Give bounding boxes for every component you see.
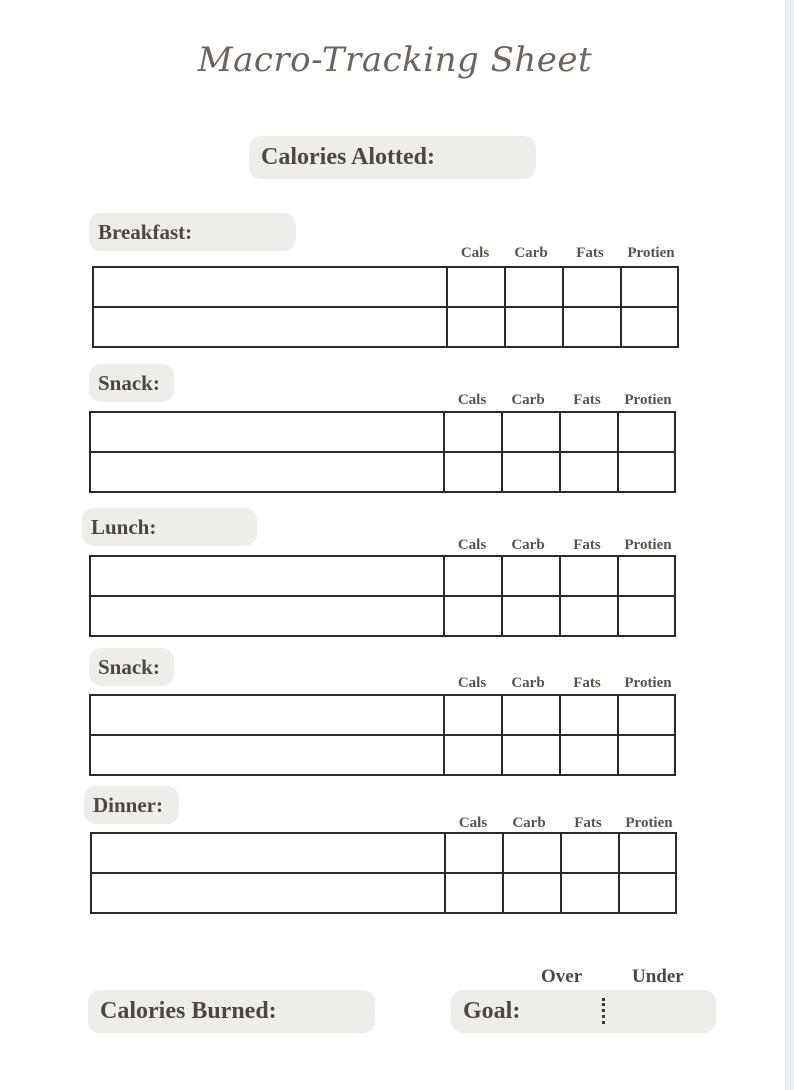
carb-cell[interactable] [503,833,561,873]
column-header: Protien [625,815,673,831]
meal-table [89,411,676,493]
protien-cell[interactable] [618,452,675,492]
cals-cell[interactable] [447,307,505,347]
column-header: Cals [457,392,487,408]
table-row [93,307,678,347]
fats-cell[interactable] [560,452,618,492]
protien-cell[interactable] [619,833,676,873]
cals-cell[interactable] [447,267,505,307]
column-header: Protien [627,245,675,261]
protien-cell[interactable] [618,695,675,735]
meal-table [89,555,676,637]
column-header: Fats [574,815,602,831]
column-header: Cals [460,245,490,261]
food-cell[interactable] [93,267,447,307]
carb-cell[interactable] [502,735,560,775]
page-title: Macro-Tracking Sheet [197,40,593,80]
protien-cell[interactable] [618,556,675,596]
protien-cell[interactable] [618,735,675,775]
protien-cell[interactable] [618,412,675,452]
column-header: Carb [512,815,546,831]
cals-cell[interactable] [444,452,502,492]
fats-cell[interactable] [563,307,621,347]
table-row [90,695,675,735]
column-header: Protien [624,675,672,691]
food-cell[interactable] [90,596,444,636]
food-cell[interactable] [91,833,445,873]
calories-burned-label: Calories Burned: [100,998,277,1024]
meal-table [89,694,676,776]
carb-cell[interactable] [502,596,560,636]
cals-cell[interactable] [445,873,503,913]
column-header: Fats [573,675,601,691]
calories-alotted-label: Calories Alotted: [261,144,435,170]
meal-label-pill [82,508,257,546]
meal-table [92,266,679,348]
fats-cell[interactable] [561,873,619,913]
food-cell[interactable] [90,412,444,452]
meal-label: Snack: [98,654,160,679]
carb-cell[interactable] [505,307,563,347]
carb-cell[interactable] [505,267,563,307]
page-edge [785,0,794,1090]
meal-label-pill [84,786,179,824]
food-cell[interactable] [90,735,444,775]
column-header: Cals [457,537,487,553]
carb-cell[interactable] [502,452,560,492]
fats-cell[interactable] [560,412,618,452]
cals-cell[interactable] [445,833,503,873]
column-header: Carb [511,392,545,408]
table-row [91,873,676,913]
table-row [90,412,675,452]
goal-label: Goal: [463,998,521,1024]
protien-cell[interactable] [621,307,678,347]
meal-label: Lunch: [91,514,157,539]
table-row [91,833,676,873]
fats-cell[interactable] [561,833,619,873]
protien-cell[interactable] [621,267,678,307]
food-cell[interactable] [90,695,444,735]
table-row [90,735,675,775]
table-row [93,267,678,307]
carb-cell[interactable] [502,412,560,452]
carb-cell[interactable] [503,873,561,913]
column-header: Cals [457,675,487,691]
cals-cell[interactable] [444,596,502,636]
meal-label-pill [89,648,174,686]
column-header: Carb [514,245,548,261]
fats-cell[interactable] [560,735,618,775]
food-cell[interactable] [90,452,444,492]
meal-table [90,832,677,914]
meal-label: Snack: [98,370,160,395]
column-header: Cals [458,815,488,831]
table-row [90,556,675,596]
protien-cell[interactable] [619,873,676,913]
carb-cell[interactable] [502,556,560,596]
calories-alotted-field[interactable] [249,136,536,179]
under-label: Under [632,966,684,987]
meal-label-pill [89,213,296,251]
column-header: Fats [576,245,604,261]
goal-field[interactable] [451,990,716,1033]
calories-burned-field[interactable] [88,990,375,1033]
column-header: Protien [624,537,672,553]
over-label: Over [541,966,583,987]
fats-cell[interactable] [560,695,618,735]
meal-label: Breakfast: [98,219,193,244]
cals-cell[interactable] [444,735,502,775]
table-row [90,452,675,492]
column-header: Carb [511,675,545,691]
cals-cell[interactable] [444,556,502,596]
food-cell[interactable] [91,873,445,913]
fats-cell[interactable] [560,596,618,636]
meal-label: Dinner: [93,792,163,817]
column-header: Protien [624,392,672,408]
table-row [90,596,675,636]
column-header: Fats [573,392,601,408]
meal-label-pill [89,364,174,402]
fats-cell[interactable] [560,556,618,596]
food-cell[interactable] [90,556,444,596]
food-cell[interactable] [93,307,447,347]
fats-cell[interactable] [563,267,621,307]
cals-cell[interactable] [444,695,502,735]
cals-cell[interactable] [444,412,502,452]
goal-divider [602,998,607,1024]
protien-cell[interactable] [618,596,675,636]
carb-cell[interactable] [502,695,560,735]
column-header: Carb [511,537,545,553]
column-header: Fats [573,537,601,553]
